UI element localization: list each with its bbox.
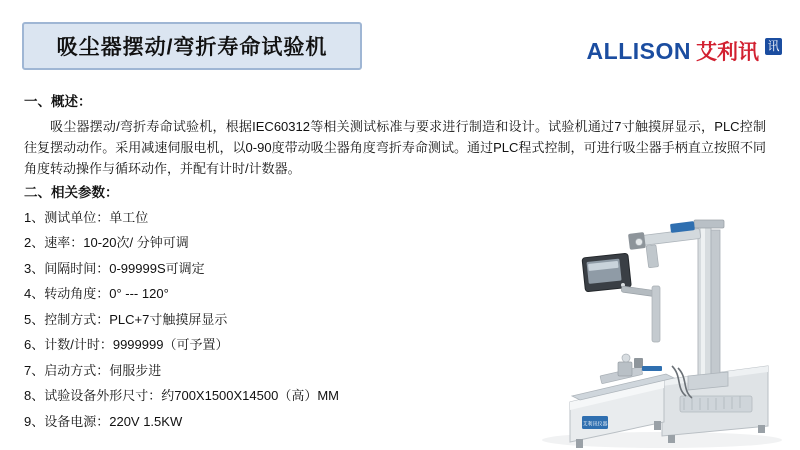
list-item-number: 3、 — [24, 260, 45, 276]
list-item-label: 启动方式：伺服步进 — [44, 362, 162, 378]
list-item-label: 速率：10-20次/ 分钟可调 — [44, 235, 189, 251]
list-item-number: 1、 — [24, 209, 45, 225]
list-item — [24, 386, 544, 406]
list-item-label: 计数/计时：9999999（可予置） — [44, 337, 229, 353]
list-item-label: 试验设备外形尺寸：约700X1500X14500（高）MM — [44, 388, 339, 404]
list-item-label: 测试单位：单工位 — [44, 209, 149, 225]
machine-label: 艾利讯仪器 — [582, 421, 608, 428]
list-item — [24, 259, 544, 279]
brand-logo — [587, 36, 782, 66]
list-item-label: 控制方式：PLC+7寸触摸屏显示 — [44, 311, 228, 327]
brand-name-chinese: 艾利讯 — [696, 41, 759, 64]
overview-heading: 一、概述： — [24, 94, 92, 109]
list-item — [24, 310, 544, 330]
list-item — [24, 335, 544, 355]
list-item-label: 转动角度：0° --- 120° — [44, 286, 169, 302]
list-item — [24, 284, 544, 304]
parameters-heading: 二、相关参数： — [24, 185, 119, 201]
overview-paragraph: 吸尘器摆动/弯折寿命试验机，根据IEC60312等相关测试标准与要求进行制造和设计。试验机通过7寸触摸屏显示，PLC控制往复摆动动作。采用减速伺服电机，以0-90度带动吸尘器角度弯折寿命测试。通过PLC程式控制，可进行吸尘器手柄直立按照不同角度转动操作与循环动作，并配有计时/计数器。 — [24, 119, 766, 177]
list-item-number: 4、 — [24, 286, 45, 302]
parameters-list — [24, 208, 544, 432]
list-item-label: 设备电源：220V 1.5KW — [44, 413, 183, 429]
machine-column — [688, 220, 728, 390]
list-item — [24, 208, 544, 228]
machine-swing-arm — [628, 221, 701, 268]
list-item-number: 6、 — [24, 337, 45, 353]
machine-photo — [522, 190, 792, 450]
list-item — [24, 233, 544, 253]
list-item-number: 5、 — [24, 311, 45, 327]
list-item-number: 7、 — [24, 362, 45, 378]
list-item-number: 2、 — [24, 235, 45, 251]
list-item-label: 间隔时间：0-99999S可调定 — [44, 260, 205, 276]
page-title: 吸尘器摆动/弯折寿命试验机 — [56, 36, 328, 59]
brand-badge-icon: 讯 — [765, 38, 782, 55]
list-item-number: 8、 — [24, 388, 45, 404]
page-title-box — [22, 22, 362, 70]
list-item — [24, 361, 544, 381]
list-item-number: 9、 — [24, 413, 45, 429]
brand-name-latin: ALLISON — [586, 37, 691, 64]
list-item — [24, 412, 544, 432]
